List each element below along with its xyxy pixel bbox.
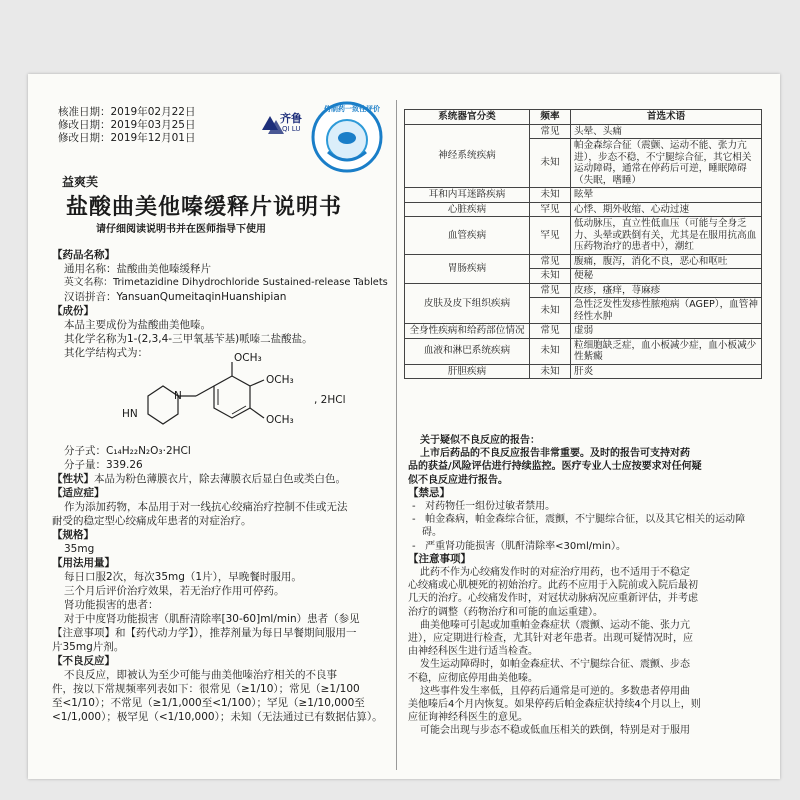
logo-sub: QI LU (282, 125, 301, 133)
adverse-line-2: 件，按以下常规频率列表如下：很常见（≥1/10）；常见（≥1/100 (52, 683, 360, 695)
adverse-line-1: 不良反应，即被认为至少可能与曲美他嗪治疗相关的不良事 (64, 669, 337, 681)
contraindication-item: - 帕金森病，帕金森综合征，震颤，不宁腿综合征，以及其它相关的运动障碍。 (412, 514, 746, 539)
table-row (405, 283, 762, 298)
revision-date-2: 修改日期：2019年12月01日 (58, 132, 196, 144)
molecular-weight: 分子量：339.26 (64, 459, 143, 471)
organ-class-cell: 心脏疾病 (405, 202, 530, 217)
dosage-line-3: 肾功能损害的患者： (64, 599, 159, 611)
term-cell: 帕金森综合征（震颤、运动不能、张力亢进），步态不稳，不宁腿综合征，其它相关运动障碍，通常在停药后可逆，睡眠障碍（失眠，嗜睡） (571, 139, 762, 188)
adverse-tag: 【不良反应】 (52, 655, 115, 667)
brand-name: 益爽芙 (62, 175, 99, 189)
term-cell: 虚弱 (571, 324, 762, 339)
methoxy-label-2: OCH₃ (266, 374, 294, 386)
adverse-reaction-table (404, 109, 762, 379)
dosage-tag: 【用法用量】 (52, 557, 115, 569)
composition-line-2: 其化学名称为1-(2,3,4-三甲氧基苄基)哌嗪二盐酸盐。 (64, 333, 313, 345)
caution-line: 应征询神经科医生的意见。 (408, 712, 528, 724)
indication-line-1: 作为添加药物，本品用于对一线抗心绞痛治疗控制不佳或无法 (64, 501, 348, 513)
frequency-cell: 未知 (530, 269, 571, 284)
caution-line: 美他嗪后4个月内恢复。如果停药后帕金森症状持续4个月以上，则 (408, 699, 701, 711)
contraindication-text: 帕金森病，帕金森综合征，震颤，不宁腿综合征，以及其它相关的运动障碍。 (422, 514, 746, 539)
organ-class-cell: 全身性疾病和给药部位情况 (405, 324, 530, 339)
document-title: 盐酸曲美他嗪缓释片说明书 (66, 195, 343, 220)
dosage-line-2: 三个月后评价治疗效果，若无治疗作用可停药。 (64, 585, 285, 597)
indication-line-2: 耐受的稳定型心绞痛成年患者的对症治疗。 (52, 515, 252, 527)
dosage-line-4: 对于中度肾功能损害（肌酐清除率[30-60]ml/min）患者（参见 (64, 613, 360, 625)
table-row (405, 338, 762, 364)
generic-name: 通用名称：盐酸曲美他嗪缓释片 (64, 263, 211, 275)
left-column (52, 248, 392, 360)
adverse-line-3: 至<1/10）；不常见（≥1/1,000至<1/100）；罕见（≥1/10,000至 (52, 697, 365, 709)
table-row (405, 254, 762, 269)
appearance-text: 本品为粉色薄膜衣片，除去薄膜衣后显白色或类白色。 (94, 473, 346, 485)
header-organ-class: 系统器官分类 (405, 110, 530, 125)
logo-brand: 齐鲁 (280, 112, 302, 125)
caution-line: 这些事件发生率低，且停药后通常是可逆的。多数患者停用曲 (420, 685, 690, 697)
term-cell: 皮疹，瘙痒，荨麻疹 (571, 283, 762, 298)
organ-class-cell: 血液和淋巴系统疾病 (405, 338, 530, 364)
dosage-line-6: 片35mg片剂。 (52, 641, 125, 653)
organ-class-cell: 耳和内耳迷路疾病 (405, 188, 530, 203)
organ-class-cell: 肝胆疾病 (405, 364, 530, 379)
caution-line: 不稳，应彻底停用曲美他嗪。 (408, 672, 538, 684)
frequency-cell: 未知 (530, 364, 571, 379)
caution-line: 心绞痛或心肌梗死的初始治疗。此药不应用于入院前或入院后最初 (408, 580, 698, 592)
report-line-1: 上市后药品的不良反应报告非常重要。及时的报告可支持对药 (420, 448, 690, 460)
frequency-cell: 常见 (530, 254, 571, 269)
term-cell: 腹痛，腹泻，消化不良，恶心和呕吐 (571, 254, 762, 269)
contraindication-text: 对药物任一组份过敏者禁用。 (425, 501, 556, 513)
frequency-cell: 未知 (530, 188, 571, 203)
spec-value: 35mg (64, 543, 95, 555)
frequency-cell: 常见 (530, 124, 571, 139)
methoxy-label-1: OCH₃ (234, 352, 262, 364)
organ-class-cell: 神经系统疾病 (405, 124, 530, 188)
caution-line: 几天的治疗。心绞痛发作时，对冠状动脉病况应重新评估，并考虑 (408, 593, 698, 605)
caution-line: 进），应定期进行检查，尤其针对老年患者。出现可疑情况时，应 (408, 633, 693, 645)
table-row (405, 188, 762, 203)
english-name: 英文名称：Trimetazidine Dihydrochloride Sustained-release Tablets (64, 277, 388, 288)
composition-tag: 【成份】 (52, 305, 94, 317)
consistency-seal (310, 100, 384, 174)
caution-line: 曲美他嗪可引起或加重帕金森症状（震颤、运动不能、张力亢 (420, 619, 690, 631)
organ-class-cell: 血管疾病 (405, 217, 530, 255)
table-row (405, 324, 762, 339)
caution-line: 发生运动障碍时，如帕金森症状、不宁腿综合征、震颤、步态 (420, 659, 690, 671)
molecular-formula: 分子式：C₁₄H₂₂N₂O₃·2HCl (64, 445, 191, 457)
approval-date: 核准日期：2019年02月22日 (58, 106, 196, 118)
report-title: 关于疑似不良反应的报告： (420, 435, 540, 446)
contraindication-item: - 对药物任一组份过敏者禁用。 (412, 501, 556, 513)
contraindication-item: - 严重肾功能损害（肌酐清除率<30ml/min）。 (412, 540, 627, 552)
header-term: 首选术语 (571, 110, 762, 125)
term-cell: 低动脉压，直立性低血压（可能与全身乏力、头晕或跌倒有关，尤其是在服用抗高血压药物治疗的患者中），潮红 (571, 217, 762, 255)
organ-class-cell: 胃肠疾病 (405, 254, 530, 283)
frequency-cell: 未知 (530, 338, 571, 364)
frequency-cell: 常见 (530, 324, 571, 339)
table-row (405, 217, 762, 255)
term-cell: 肝炎 (571, 364, 762, 379)
amine-label: HN (122, 408, 138, 420)
adverse-line-4: <1/1,000）；极罕见（<1/10,000）；未知（无法通过已有数据估算）。 (52, 711, 383, 723)
header-frequency: 频率 (530, 110, 571, 125)
contraindication-text: 严重肾功能损害（肌酐清除率<30ml/min）。 (425, 540, 627, 552)
report-line-3: 似不良反应进行报告。 (408, 474, 508, 486)
table-header-row (405, 110, 762, 125)
dosage-line-5: 【注意事项】和【药代动力学】），推荐剂量为每日早餐期间服用一 (52, 627, 357, 639)
qilu-logo (256, 104, 312, 144)
frequency-cell: 常见 (530, 283, 571, 298)
appearance-tag: 【性状】 (52, 473, 94, 485)
methoxy-label-3: OCH₃ (266, 414, 294, 426)
caution-line: 此药不作为心绞痛发作时的对症治疗用药，也不适用于不稳定 (420, 567, 690, 579)
caution-line: 由神经科医生进行适当检查。 (408, 646, 538, 658)
organ-class-cell: 皮肤及皮下组织疾病 (405, 283, 530, 324)
dates-block (58, 106, 195, 145)
left-column-2 (52, 444, 392, 724)
contraindication-tag: 【禁忌】 (408, 486, 450, 499)
term-cell: 便秘 (571, 269, 762, 284)
revision-date-1: 修改日期：2019年03月25日 (58, 119, 196, 131)
caution-tag: 【注意事项】 (408, 552, 471, 565)
frequency-cell: 未知 (530, 139, 571, 188)
seal-text: 仿制药一致性评价 (324, 105, 380, 113)
frequency-cell: 未知 (530, 298, 571, 324)
frequency-cell: 罕见 (530, 217, 571, 255)
table-row (405, 202, 762, 217)
column-divider (396, 100, 397, 770)
term-cell: 头晕、头痛 (571, 124, 762, 139)
caution-line: 治疗的调整（药物治疗和可能的血运重建）。 (408, 606, 603, 618)
table-row (405, 124, 762, 139)
dosage-line-1: 每日口服2次，每次35mg（1片），早晚餐时服用。 (64, 571, 302, 583)
table-row (405, 364, 762, 379)
caution-line: 可能会出现与步态不稳或低血压相关的跌倒，特别是对于服用 (420, 725, 690, 737)
drug-name-tag: 【药品名称】 (52, 249, 115, 261)
term-cell: 心悸、期外收缩、心动过速 (571, 202, 762, 217)
document-subtitle: 请仔细阅读说明书并在医师指导下使用 (96, 224, 266, 235)
indication-tag: 【适应症】 (52, 487, 105, 499)
frequency-cell: 罕见 (530, 202, 571, 217)
chemical-structure (118, 352, 358, 436)
composition-line-3: 其化学结构式为： (64, 347, 148, 359)
pinyin-name: 汉语拼音：YansuanQumeitaqinHuanshipian (64, 291, 287, 303)
report-line-2: 品的获益/风险评估进行持续监控。医疗专业人士应按要求对任何疑 (408, 461, 702, 473)
composition-line-1: 本品主要成份为盐酸曲美他嗪。 (64, 319, 211, 331)
term-cell: 眩晕 (571, 188, 762, 203)
salt-label: , 2HCl (314, 394, 346, 406)
term-cell: 粒细胞缺乏症，血小板减少症，血小板减少性紫癜 (571, 338, 762, 364)
right-column (408, 434, 764, 738)
spec-tag: 【规格】 (52, 529, 94, 541)
term-cell: 急性泛发性发疹性脓疱病（AGEP），血管神经性水肿 (571, 298, 762, 324)
nitrogen-label: N (174, 390, 182, 402)
